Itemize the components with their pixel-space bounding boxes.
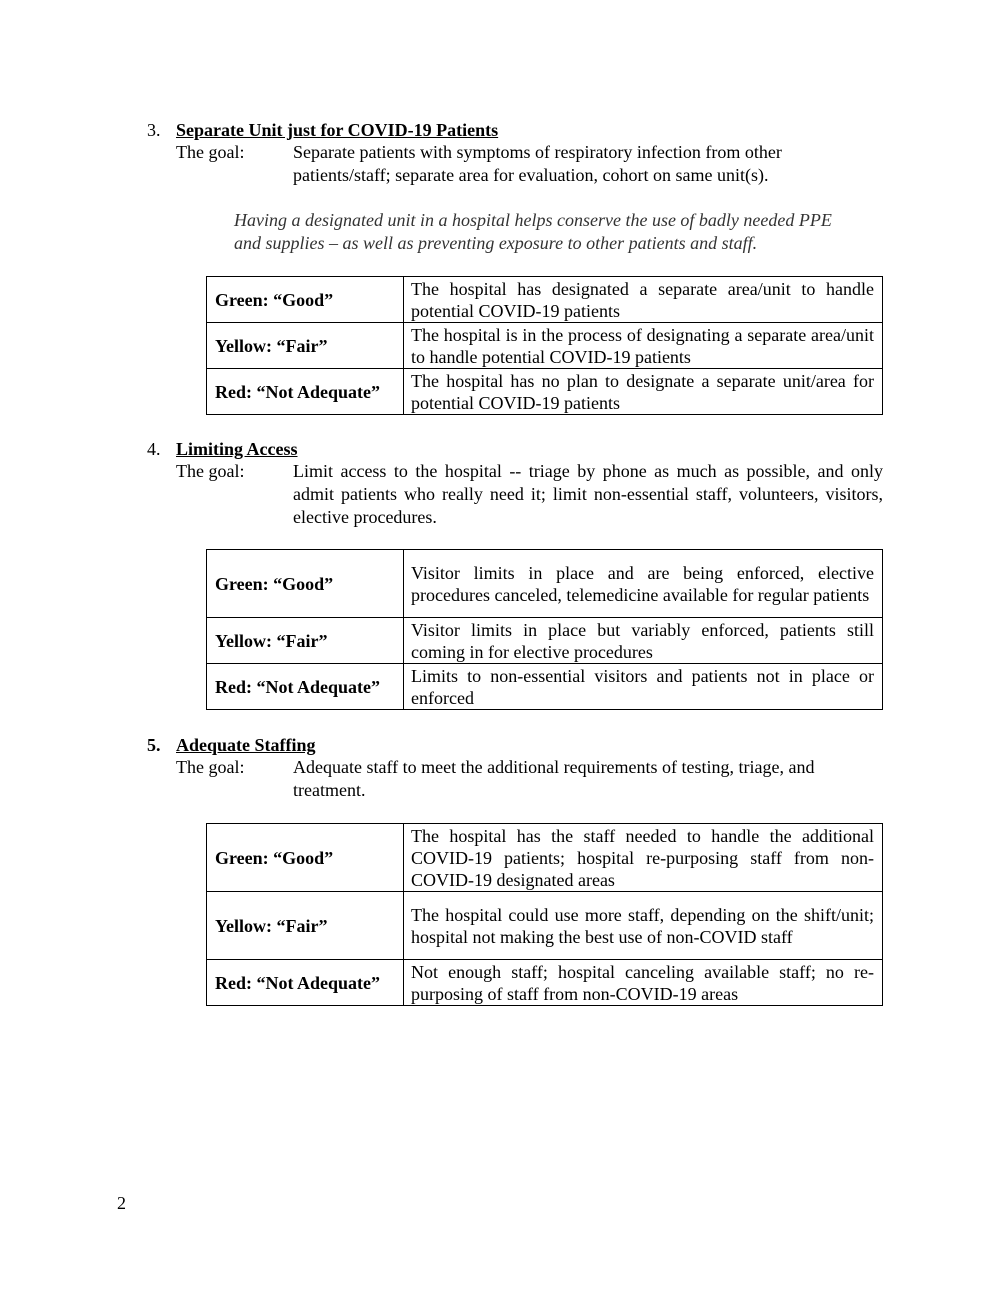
goal-text: Limit access to the hospital -- triage by phone as much as possible, and only admit patients who really need it; limit non-essential staff, volunteers, visitors, elective procedures. [293,461,883,527]
table-row [207,369,883,415]
goal-text: Separate patients with symptoms of respiratory infection from other patients/staff; separate area for evaluation, cohort on same unit(s). [293,142,782,185]
goal-label: The goal: [176,142,245,162]
rating-level: Red: “Not Adequate” [207,664,404,710]
table-row [207,824,883,892]
table-row [207,664,883,710]
section-title: Limiting Access [176,439,298,459]
rating-description: The hospital could use more staff, depending on the shift/unit; hospital not making the best use of non-COVID staff [404,892,883,960]
rating-level: Green: “Good” [207,824,404,892]
section-title: Adequate Staffing [176,735,316,755]
page-number: 2 [117,1193,126,1213]
table-row [207,550,883,618]
goal-label: The goal: [176,461,245,481]
rating-table-adequate-staffing [206,823,883,1006]
section-note: Having a designated unit in a hospital helps conserve the use of badly needed PPE and supplies – as well as preventing exposure to other patients and staff. [234,210,832,253]
rating-level: Red: “Not Adequate” [207,960,404,1006]
rating-description: The hospital is in the process of designating a separate area/unit to handle potential COVID-19 patients [404,323,883,369]
table-row [207,960,883,1006]
rating-level: Yellow: “Fair” [207,892,404,960]
rating-level: Green: “Good” [207,550,404,618]
rating-level: Yellow: “Fair” [207,323,404,369]
rating-description: Limits to non-essential visitors and patients not in place or enforced [404,664,883,710]
goal-label: The goal: [176,757,245,777]
rating-table-separate-unit [206,276,883,415]
section-number: 3. [147,120,161,140]
rating-description: Visitor limits in place and are being enforced, elective procedures canceled, telemedicine available for regular patients [404,550,883,618]
table-row [207,618,883,664]
rating-level: Green: “Good” [207,277,404,323]
table-row [207,277,883,323]
rating-description: Not enough staff; hospital canceling available staff; no re-purposing of staff from non-COVID-19 areas [404,960,883,1006]
table-row [207,323,883,369]
section-title: Separate Unit just for COVID-19 Patients [176,120,499,140]
rating-description: The hospital has designated a separate area/unit to handle potential COVID-19 patients [404,277,883,323]
section-number: 4. [147,439,161,459]
rating-table-limiting-access [206,549,883,710]
section-number: 5. [147,735,161,755]
rating-description: The hospital has the staff needed to handle the additional COVID-19 patients; hospital re-purposing staff from non-COVID-19 designated areas [404,824,883,892]
rating-description: The hospital has no plan to designate a separate unit/area for potential COVID-19 patients [404,369,883,415]
goal-text: Adequate staff to meet the additional requirements of testing, triage, and treatment. [293,757,815,800]
rating-level: Yellow: “Fair” [207,618,404,664]
rating-level: Red: “Not Adequate” [207,369,404,415]
rating-description: Visitor limits in place but variably enforced, patients still coming in for elective procedures [404,618,883,664]
table-row [207,892,883,960]
